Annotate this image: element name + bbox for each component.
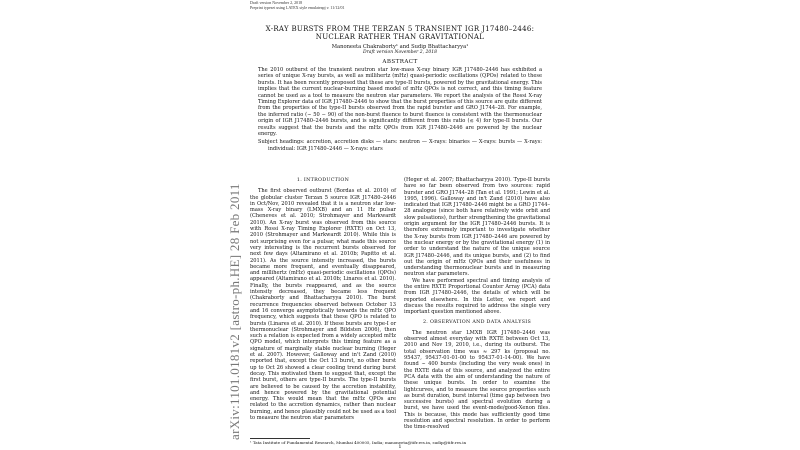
abstract-heading: ABSTRACT [382, 59, 418, 65]
footnote-text: ¹ Tata Institute of Fundamental Research, Mumbai 400005, India; manoneeta@tifr.res.in, sudip@tifr.res.in [250, 440, 467, 445]
two-column-body [250, 177, 550, 431]
preprint-header [250, 0, 344, 10]
introduction-paragraph: The first observed outburst (Bordas et al. 2010) of the globular cluster Terzan 5 source IGR J17480–2446 in Oct/Nov, 2010 revealed that it is a neutron star low-mass X-ray binary (LMXB) and an 11 Hz pulsar (Cheneves et al. 2010; Strohmayer and Markwardt 2010). An X-ray burst was observed from this source with Rossi X-ray Timing Explorer (RXTE) on Oct 13, 2010 (Strohmayer and Markwardt 2010). While this is not surprising even for a pulsar, what made this source very interesting is the recurrent bursts observed for next few days (Altamirano et al. 2010b; Papitto et al. 2011). As the source intensity increased, the bursts became more frequent, and eventually disappeared, and millihertz (mHz) quasi-periodic oscillations (QPOs) appeared (Altamirano et al. 2010b; Linares et al. 2010). Finally, the bursts reappeared, and as the source intensity decreased, they became less frequent (Chakraborty and Bhattacharyya 2010). The burst recurrence frequencies observed between October 13 and 16 converge asymptotically towards the mHz QPO frequency, which suggests that these QPO is related to bursts (Linares et al. 2010). If these bursts are type-I or thermonuclear (Strohmayer and Bildsten 2006), then such a relation is expected from a widely accepted mHz QPO model, which interprets this timing feature as a signature of marginally stable nuclear burning (Heger et al. 2007). However, Galloway and in't Zand (2010) reported that, except the Oct 13 burst, no other burst up to Oct 26 showed a clear cooling trend during burst decay. This motivated them to suggest that, except the first burst, others are type-II bursts. The type-II bursts are believed to be caused by the accretion instability, and hence powered by the gravitational potential energy. This would mean that the mHz QPOs are related to the accretion dynamics, rather than nuclear burning, and hence plausibly could not be used as a tool to measure the neutron star parameters [250, 188, 396, 421]
left-column [250, 177, 396, 431]
subject-headings: Subject headings: accretion, accretion disks — stars: neutron — X-rays: binaries — X-rays: bursts — X-rays: individual: IGR J17480–2446 — X-rays: stars [258, 139, 542, 152]
continued-paragraph: (Heger et al. 2007; Bhattacharyya 2010). Type-II bursts have so far been observed from two sources: rapid burster and GRO J1744–28 (Tan et al. 1991; Lewin et al. 1995, 1996). Galloway and in't Zand (2010) have also indicated that IGR J17480–2446 might be a GRO J1744–28 analogue (since both have relatively wide orbit and slow pulsations), further strengthening the gravitational origin argument for the IGR J17480–2446 bursts. It is therefore extremely important to investigate whether the X-ray bursts from IGR J17480–2446 are powered by the nuclear energy or by the gravitational energy (1) in order to understand the nature of the unique source IGR J17480–2446, and its unique bursts, and (2) to find out the origin of mHz QPOs and their usefulness in understanding thermonuclear bursts and in measuring neutron star parameters. [404, 177, 551, 278]
draft-version-line: Draft version November 2, 2018 [250, 0, 303, 5]
paper-page [250, 25, 550, 450]
draft-date: Draft version November 2, 2018 [363, 50, 437, 55]
introduction-heading: 1. INTRODUCTION [296, 178, 350, 183]
paper-title: X-RAY BURSTS FROM THE TERZAN 5 TRANSIENT IGR J17480–2446: NUCLEAR RATHER THAN GRAVITATIONAL [265, 25, 535, 41]
arxiv-identifier: arXiv:1101.0181v2 [astro-ph.HE] 28 Feb 2011 [227, 183, 242, 440]
observation-paragraph: The neutron star LMXB IGR J17480–2446 was observed almost everyday with RXTE between Oct 13, 2010 and Nov 19, 2010, i.e., during its outburst. The total observation time was ≈ 297 ks (proposal no. 95437, 95437-01-01-00 to 95437-01-14-00). We have found ∼ 400 bursts (including the very weak ones) in the RXTE data of this source, and analyzed the entire PCA data with the aim of understanding the nature of these unique bursts. In order to examine the lightcurves, and to measure the source properties such as burst duration, burst interval (time gap between two successive bursts) and spectral evolution during a burst, we have used the event-mode/good-Xenon files. This is because, this mode has sufficiently good time resolution and spectral resolution. In order to perform the time-resolved [404, 329, 550, 431]
abstract-body: The 2010 outburst of the transient neutron star low-mass X-ray binary IGR J17480–2446 has exhibited a series of unique X-ray bursts, as well as millihertz (mHz) quasi-periodic oscillations (QPOs) related to these bursts. It has been recently proposed that these are type-II bursts, powered by the gravitational energy. This implies that the current nuclear-burning based model of mHz QPOs is not correct, and this timing feature cannot be used as a tool to measure the neutron star parameters. We report the analysis of the Rossi X-ray Timing Explorer data of IGR J17480–2446 to show that the burst properties of this source are quite different from the properties of the type-II bursts observed from the rapid burster and GRO J1744–28. For example, the inferred ratio (∼ 50 − 90) of the non-burst fluence to burst fluence is consistent with the thermonuclear origin of IGR J17480–2446 bursts, and is significantly different from this ratio (≲ 4) for type-II bursts. Our results suggest that the bursts and the mHz QPOs from IGR J17480–2446 are powered by the nuclear energy. [258, 67, 542, 138]
analysis-summary-paragraph: We have performed spectral and timing analysis of the entire RXTE Proportional Counter Array (PCA) data from IGR J17480–2446, the details of which will be reported elsewhere. In this Letter, we report and discuss the results required to address the single very important question mentioned above. [404, 277, 550, 316]
preprint-style-line: Preprint typeset using LATEX style emulateapj v. 11/12/01 [250, 5, 345, 10]
right-column [404, 177, 550, 431]
observation-heading: 2. OBSERVATION AND DATA ANALYSIS [422, 319, 532, 325]
author-line: Manoneeta Chakraborty¹ and Sudip Bhattacharyya¹ [331, 44, 469, 50]
page-number: 1 [398, 444, 402, 450]
